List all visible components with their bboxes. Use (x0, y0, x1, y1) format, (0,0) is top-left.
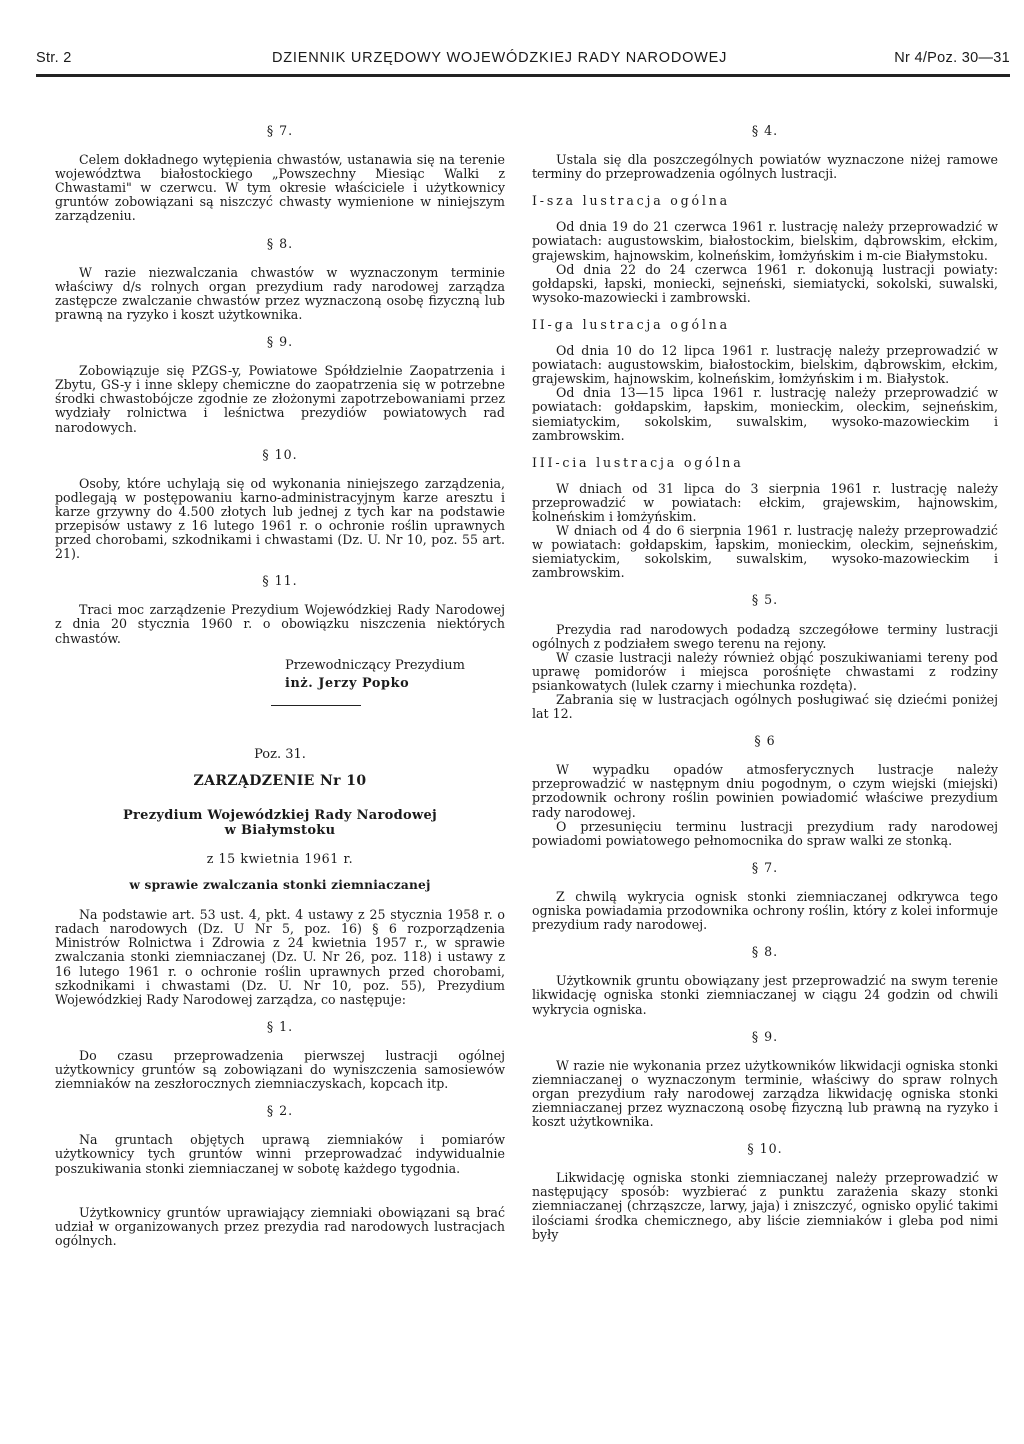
page-header (36, 46, 1010, 72)
section-heading: § 6 (754, 733, 776, 749)
inspection-block (532, 344, 998, 443)
section-heading: § 1. (266, 1018, 294, 1034)
left-column (55, 120, 505, 1420)
journal-title: DZIENNIK URZĘDOWY WOJEWÓDZKIEJ RADY NARODOWEJ (272, 50, 728, 66)
paragraph: Od dnia 22 do 24 czerwca 1961 r. dokonują lustracji powiaty: gołdapski, łapski, moniecki, sejneński, siemiatycki, sokolski, suwalski, wysoko-mazowiecki i zambrowski. (532, 261, 998, 305)
paragraph: Celem dokładnego wytępienia chwastów, ustanawia się na terenie województwa białostockiego „Powszechny Miesiąc Walki z Chwastami" w czerwcu. W tym okresie właściciele i użytkownicy gruntów zobowiązani są niszczyć chwasty wymienione w niniejszym zarządzeniu. (55, 152, 505, 224)
inspection-heading: I-sza lustracja ogólna (532, 193, 730, 209)
ordinance-title: ZARZĄDZENIE Nr 10 (193, 772, 367, 789)
inspection-heading: II-ga lustracja ogólna (532, 316, 730, 332)
paragraph: W wypadku opadów atmosferycznych lustracje należy przeprowadzić w następnym dniu pogodnym, o czym wiejski (miejski) przodownik ochrony roślin powinien powiadomić właściwe prezydium rady narodowej. (532, 762, 998, 820)
section-heading: § 10. (747, 1141, 783, 1157)
section-heading: § 9. (751, 1028, 779, 1044)
section-heading: § 8. (266, 235, 294, 251)
paragraph: Użytkownik gruntu obowiązany jest przeprowadzić na swym terenie likwidację ogniska stonki ziemniaczanej w ciągu 24 godzin od chwili wykrycia ogniska. (532, 973, 998, 1017)
ordinance-date: z 15 kwietnia 1961 r. (206, 851, 354, 866)
section-heading: § 7. (266, 123, 294, 138)
section-heading: § 9. (266, 334, 294, 350)
paragraph: Likwidację ogniska stonki ziemniaczanej należy przeprowadzić w następujący sposób: wyzbierać z punktu zarażenia skazy stonki ziemniaczanej (chrząszcze, larwy, jaja) i zniszczyć, ognisko opylić takimi ilościami środka chemicznego, aby liście ziemniaków i gleba pod nimi były (532, 1170, 998, 1242)
paragraph: Od dnia 13—15 lipca 1961 r. lustrację należy przeprowadzić w powiatach: gołdapskim, łapskim, monieckim, oleckim, sejneńskim, siemiatyckim, sokolskim, suwalskim, wysoko-mazowieckim i zambrowskim. (532, 385, 998, 443)
section-heading: § 11. (262, 573, 298, 589)
issuer-line-2: w Białymstoku (224, 823, 336, 838)
header-rule (36, 74, 1010, 77)
paragraph: Użytkownicy gruntów uprawiający ziemniaki obowiązani są brać udział w organizowanych przez prezydia rad narodowych lustracjach ogólnych. (55, 1204, 505, 1248)
right-column (532, 120, 998, 1420)
paragraph: O przesunięciu terminu lustracji prezydium rady narodowej powiadomi powiatowego pełnomocnika do spraw walki ze stonką. (532, 818, 998, 848)
paragraph: Z chwilą wykrycia ognisk stonki ziemniaczanej odkrywca tego ogniska powiadamia przodownika ochrony roślin, który z kolei informuje prezydium rady narodowej. (532, 888, 998, 933)
paragraph: W czasie lustracji należy również objąć poszukiwaniami tereny pod uprawę pomidorów i miejsca porośnięte chwastami z rodziny psiankowatych (lulek czarny i miechunka rozdęta). (532, 649, 998, 693)
paragraph: Do czasu przeprowadzenia pierwszej lustracji ogólnej użytkownicy gruntów są zobowiązani do wyniszczenia samosiewów ziemniaków na zeszłorocznych ziemniaczyskach, kopcach itp. (55, 1047, 505, 1092)
section-heading: § 4. (751, 123, 779, 138)
signature-name: inż. Jerzy Popko (285, 675, 410, 691)
signature-title: Przewodniczący Prezydium (285, 657, 465, 673)
section-block (532, 623, 998, 722)
issuer-line-1: Prezydium Wojewódzkiej Rady Narodowej (122, 808, 438, 823)
inspection-heading: III-cia lustracja ogólna (532, 454, 744, 470)
position-number: Poz. 31. (254, 746, 306, 762)
paragraph: W dniach od 31 lipca do 3 sierpnia 1961 r. lustrację należy przeprowadzić w powiatach: ełckim, grajewskim, hajnowskim, kolneńskim i łomżyńskim. (532, 480, 998, 524)
paragraph: Prezydia rad narodowych podadzą szczegółowe terminy lustracji ogólnych z podziałem swego terenu na rejony. (532, 621, 998, 651)
separator-rule (271, 705, 361, 706)
legal-basis: Na podstawie art. 53 ust. 4, pkt. 4 ustawy z 25 stycznia 1958 r. o radach narodowych (Dz. U Nr 5, poz. 16) § 6 rozporządzenia Ministrów Rolnictwa i Zdrowia z 24 kwietnia 1957 r., w sprawie zwalczania stonki ziemniaczanej (Dz. U. Nr 26, poz. 118) i ustawy z 16 lutego 1961 r. o ochronie roślin uprawnych przed chorobami, szkodnikami i chwastami (Dz. U. Nr 10, poz. 55), Prezydium Wojewódzkiej Rady Narodowej zarządza, co następuje: (55, 907, 505, 1007)
paragraph: Zabrania się w lustracjach ogólnych posługiwać się dziećmi poniżej lat 12. (532, 692, 998, 722)
section-heading: § 5. (751, 592, 779, 608)
section-heading: § 2. (266, 1103, 294, 1119)
paragraph: Osoby, które uchylają się od wykonania niniejszego zarządzenia, podlegają w postępowaniu karno-administracyjnym karze aresztu i karze grzywny do 4.500 złotych lub jednej z tych kar na podstawie przepisów ustawy z 16 lutego 1961 r. o ochronie roślin uprawnych przed chorobami, szkodnikami i chwastami (Dz. U. Nr 10, poz. 55 art. 21). (55, 475, 505, 562)
section-heading: § 10. (262, 446, 298, 462)
inspection-block (532, 220, 998, 305)
paragraph: Ustala się dla poszczególnych powiatów wyznaczone niżej ramowe terminy do przeprowadzenia ogólnych lustracji. (532, 152, 998, 182)
paragraph: W dniach od 4 do 6 sierpnia 1961 r. lustrację należy przeprowadzić w powiatach: gołdapskim, łapskim, monieckim, oleckim, sejneńskim, siemiatyckim, sokolskim, suwalskim, wysoko-mazowieckim i zambrowskim. (532, 523, 998, 581)
inspection-block (532, 482, 998, 581)
section-heading: § 7. (751, 859, 779, 875)
paragraph: Od dnia 19 do 21 czerwca 1961 r. lustrację należy przeprowadzić w powiatach: augustowskim, białostockim, bielskim, dąbrowskim, ełckim, grajewskim, hajnowskim, kolneńskim, łomżyńskim i m-cie Białymstoku. (532, 219, 998, 263)
page-number: Str. 2 (36, 50, 72, 66)
paragraph: Na gruntach objętych uprawą ziemniaków i pomiarów użytkownicy tych gruntów winni przeprowadzać indywidualnie poszukiwania stonki ziemniaczanej w sobotę każdego tygodnia. (55, 1132, 505, 1176)
section-block (532, 763, 998, 848)
section-heading: § 8. (751, 944, 779, 960)
ordinance-issuer (55, 808, 505, 838)
paragraph: W razie niezwalczania chwastów w wyznaczonym terminie właściwy d/s rolnych organ prezydium rady narodowej zarządza zastępcze zwalczanie chwastów przez wyznaczoną osobę fizyczną lub prawną na ryzyko i koszt użytkownika. (55, 264, 505, 322)
paragraph: Traci moc zarządzenie Prezydium Wojewódzkiej Rady Narodowej z dnia 20 stycznia 1960 r. o obowiązku niszczenia niektórych chwastów. (55, 602, 505, 646)
paragraph: Od dnia 10 do 12 lipca 1961 r. lustrację należy przeprowadzić w powiatach: augustowskim, białostockim, bielskim, dąbrowskim, ełckim, grajewskim, hajnowskim, kolneńskim, łomżyńskim i m. Białystok. (532, 343, 998, 387)
paragraph: W razie nie wykonania przez użytkowników likwidacji ogniska stonki ziemniaczanej o wyznaczonym terminie, właściwy do spraw rolnych organ prezydium rały narodowej zarządza likwidację ogniska stonki ziemniaczanej przez wyznaczoną osobę fizyczną lub prawną na ryzyko i koszt użytkownika. (532, 1057, 998, 1130)
issue-number: Nr 4/Poz. 30—31 (894, 50, 1010, 66)
ordinance-subject: w sprawie zwalczania stonki ziemniaczanej (129, 878, 431, 893)
paragraph: Zobowiązuje się PZGS-y, Powiatowe Spółdzielnie Zaopatrzenia i Zbytu, GS-y i inne sklepy chemiczne do zaopatrzenia się w potrzebne środki chwastobójcze zgodnie ze złożonymi zapotrzebowaniami przez wydziały rolnictwa i leśnictwa prezydiów powiatowych rad narodowych. (55, 363, 505, 435)
